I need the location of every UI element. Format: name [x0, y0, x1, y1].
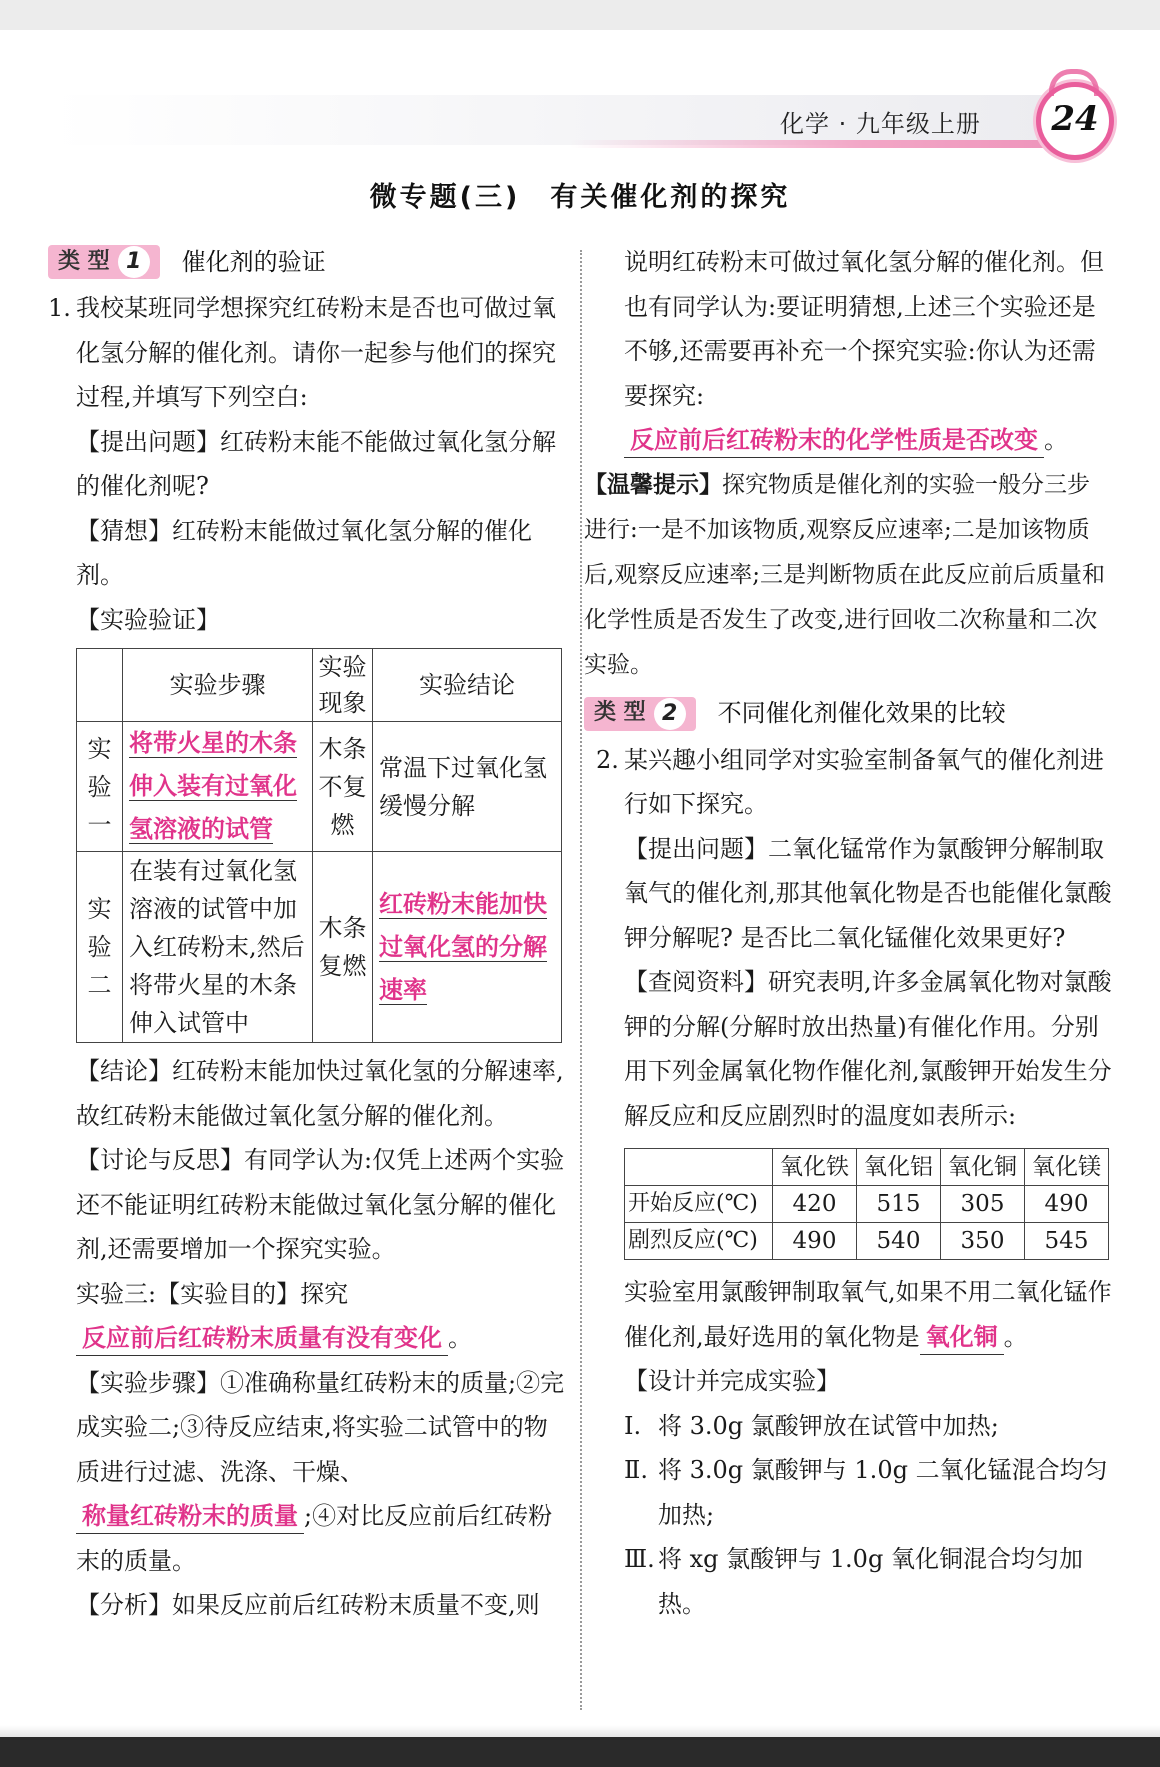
- steps-tag: 【实验步骤】: [76, 1368, 220, 1397]
- row-conclusion: 常温下过氧化氢缓慢分解: [373, 722, 562, 852]
- answer-blank: 反应前后红砖粉末质量有没有变化: [76, 1321, 448, 1356]
- analysis-tag: 【分析】: [76, 1591, 172, 1619]
- table-cell: 515: [857, 1186, 941, 1223]
- answer-text: 将带火星的木条伸入装有过氧化氢溶液的试管: [129, 729, 297, 843]
- answer-blank: 反应前后红砖粉末的化学性质是否改变: [624, 423, 1044, 458]
- step-number: Ⅲ.: [624, 1545, 655, 1573]
- table-cell: 490: [773, 1223, 857, 1260]
- answer-blank: 氧化铜: [920, 1320, 1004, 1355]
- period: 。: [1003, 1322, 1028, 1351]
- reference-info: [596, 960, 1112, 1138]
- problem-tag: 【提出问题】: [76, 427, 220, 456]
- conclusion-tag: 【结论】: [76, 1057, 172, 1085]
- answer-text: 红砖粉末能加快过氧化氢的分解速率: [379, 889, 547, 1004]
- table-cell: 305: [941, 1186, 1025, 1223]
- page-number: 24: [1051, 99, 1099, 139]
- column-divider: [580, 250, 582, 1710]
- row-phenomenon: 木条复燃: [313, 852, 373, 1043]
- step-text: 将 xg 氯酸钾与 1.0g 氧化铜混合均匀加热。: [658, 1545, 1083, 1618]
- problem-tag: 【提出问题】: [624, 834, 768, 863]
- purpose-tag: 【实验目的】: [156, 1279, 301, 1308]
- continued-text: 说明红砖粉末可做过氧化氢分解的催化剂。但也有同学认为:要证明猜想,上述三个实验还是不够,还需要再补充一个探究实验:你认为还需要探究:: [624, 248, 1104, 410]
- section-2-title: 不同催化剂催化效果的比较: [717, 699, 1006, 728]
- type-number: 2: [654, 698, 686, 730]
- row-label: 开始反应(℃): [625, 1186, 773, 1223]
- verify-tag: 【实验验证】: [76, 605, 220, 634]
- row-name: 实验二: [77, 852, 123, 1043]
- guess-text: 红砖粉末能做过氧化氢分解的催化剂。: [76, 516, 532, 589]
- info-tag: 【查阅资料】: [624, 968, 768, 996]
- discussion-tag: 【讨论与反思】: [76, 1146, 244, 1174]
- question-number: 2.: [596, 745, 619, 774]
- top-bar: [0, 0, 1160, 30]
- question-2-choice: [596, 1270, 1112, 1359]
- answer-conclusion: [373, 852, 562, 1043]
- design-step: [596, 1537, 1112, 1626]
- purpose-text: 探究: [300, 1279, 349, 1308]
- intro-text: 我校某班同学想探究红砖粉末是否也可做过氧化氢分解的催化剂。请你一起参与他们的探究过程,并填写下列空白:: [76, 294, 556, 411]
- type-label: 类 型: [594, 700, 646, 726]
- design-step: [596, 1448, 1112, 1537]
- left-column: [48, 240, 566, 1628]
- conclusion-text: 红砖粉末能加快过氧化氢的分解速率,故红砖粉末能做过氧化氢分解的催化剂。: [76, 1057, 564, 1130]
- header-stripe: [570, 140, 1060, 148]
- table-header: 实验步骤: [123, 649, 313, 722]
- exp3-prefix: 实验三:: [76, 1279, 157, 1308]
- intro-text: 某兴趣小组同学对实验室制备氧气的催化剂进行如下探究。: [624, 745, 1104, 818]
- table-corner: [625, 1149, 773, 1186]
- discussion-text: 有同学认为:仅凭上述两个实验还不能证明红砖粉末能做过氧化氢分解的催化剂,还需要增加一个探究实验。: [76, 1146, 565, 1263]
- steps-text-end: ;④对比反应前后红砖粉末的质量。: [76, 1502, 553, 1575]
- info-text: 研究表明,许多金属氧化物对氯酸钾的分解(分解时放出热量)有催化作用。分别用下列金属氧化物作催化剂,氯酸钾开始发生分解反应和反应剧烈时的温度如表所示:: [624, 968, 1112, 1130]
- warm-tip: [584, 463, 1112, 688]
- experiment-3-purpose: [48, 1272, 566, 1361]
- table-header: 实验现象: [313, 649, 373, 722]
- problem-text: 红砖粉末能不能做过氧化氢分解的催化剂呢?: [76, 427, 556, 500]
- type-label: 类 型: [58, 248, 110, 274]
- guess: [48, 509, 566, 598]
- tip-text: 探究物质是催化剂的实验一般分三步进行:一是不加该物质,观察反应速率;二是加该物质后,观察反应速率;三是判断物质在此反应前后质量和化学性质是否发生了改变,进行回收二次称量和二次实验。: [584, 471, 1106, 678]
- experiment-table: [76, 648, 562, 1043]
- discussion: [48, 1138, 566, 1272]
- row-name: 实验一: [77, 722, 123, 852]
- conclusion: [48, 1049, 566, 1138]
- table-header: 氧化铁: [773, 1149, 857, 1186]
- question-2-intro: [596, 738, 1112, 827]
- period: 。: [1044, 426, 1068, 454]
- page-number-badge: [1036, 82, 1114, 160]
- step-text: 将 3.0g 氯酸钾与 1.0g 二氧化锰混合均匀加热;: [658, 1456, 1108, 1529]
- row-step: 在装有过氧化氢溶液的试管中加入红砖粉末,然后将带火星的木条伸入试管中: [123, 852, 313, 1043]
- step-number: Ⅰ.: [624, 1411, 642, 1440]
- tip-tag: 【温馨提示】: [584, 471, 722, 498]
- design-tag: 【设计并完成实验】: [624, 1367, 840, 1395]
- analysis-continued: [596, 240, 1112, 463]
- problem: [48, 420, 566, 509]
- guess-tag: 【猜想】: [76, 516, 172, 545]
- question-number: 1.: [48, 294, 71, 322]
- steps-text: ①准确称量红砖粉末的质量;②完成实验二;③待反应结束,将实验二试管中的物质进行过滤、洗涤、干燥、: [76, 1368, 565, 1486]
- analysis-text: 如果反应前后红砖粉末质量不变,则: [172, 1591, 540, 1619]
- answer-step: [123, 722, 313, 852]
- table-header: 氧化镁: [1025, 1149, 1109, 1186]
- page-title: 微专题(三) 有关催化剂的探究: [369, 182, 791, 213]
- period: 。: [448, 1324, 472, 1352]
- type-number: 1: [118, 246, 150, 278]
- section-1-heading: [48, 240, 566, 284]
- design-step: [596, 1404, 1112, 1449]
- bottom-shade: [0, 1725, 1160, 1737]
- section-1-title: 催化剂的验证: [181, 247, 326, 276]
- answer-blank: 称量红砖粉末的质量: [76, 1499, 304, 1534]
- problem-2: [596, 827, 1112, 961]
- table-header: 氧化铜: [941, 1149, 1025, 1186]
- right-column: [584, 240, 1112, 1626]
- table-header: 氧化铝: [857, 1149, 941, 1186]
- question-1-intro: [48, 286, 566, 420]
- question-text: 实验室用氯酸钾制取氧气,如果不用二氧化锰作催化剂,最好选用的氧化物是: [624, 1278, 1112, 1351]
- table-cell: 540: [857, 1223, 941, 1260]
- experiment-3-steps: [48, 1361, 566, 1584]
- table-cell: 490: [1025, 1186, 1109, 1223]
- row-label: 剧烈反应(℃): [625, 1223, 773, 1260]
- table-header: 实验结论: [373, 649, 562, 722]
- problem-text: 二氧化锰常作为氯酸钾分解制取氧气的催化剂,那其他氧化物是否也能催化氯酸钾分解呢? 是否比二氧化锰催化效果更好?: [624, 834, 1112, 952]
- temperature-table: [624, 1148, 1109, 1260]
- header-subject: 化学 · 九年级上册: [780, 110, 981, 138]
- section-2-heading: [584, 692, 1112, 736]
- type-badge: [48, 245, 160, 279]
- type-badge: [584, 697, 696, 731]
- table-cell: 545: [1025, 1223, 1109, 1260]
- table-cell: 420: [773, 1186, 857, 1223]
- analysis: [48, 1583, 566, 1628]
- row-phenomenon: 木条不复燃: [313, 722, 373, 852]
- table-cell: 350: [941, 1223, 1025, 1260]
- table-corner: [77, 649, 123, 722]
- step-number: Ⅱ.: [624, 1456, 648, 1484]
- bottom-bar: [0, 1737, 1160, 1767]
- step-text: 将 3.0g 氯酸钾放在试管中加热;: [658, 1411, 999, 1440]
